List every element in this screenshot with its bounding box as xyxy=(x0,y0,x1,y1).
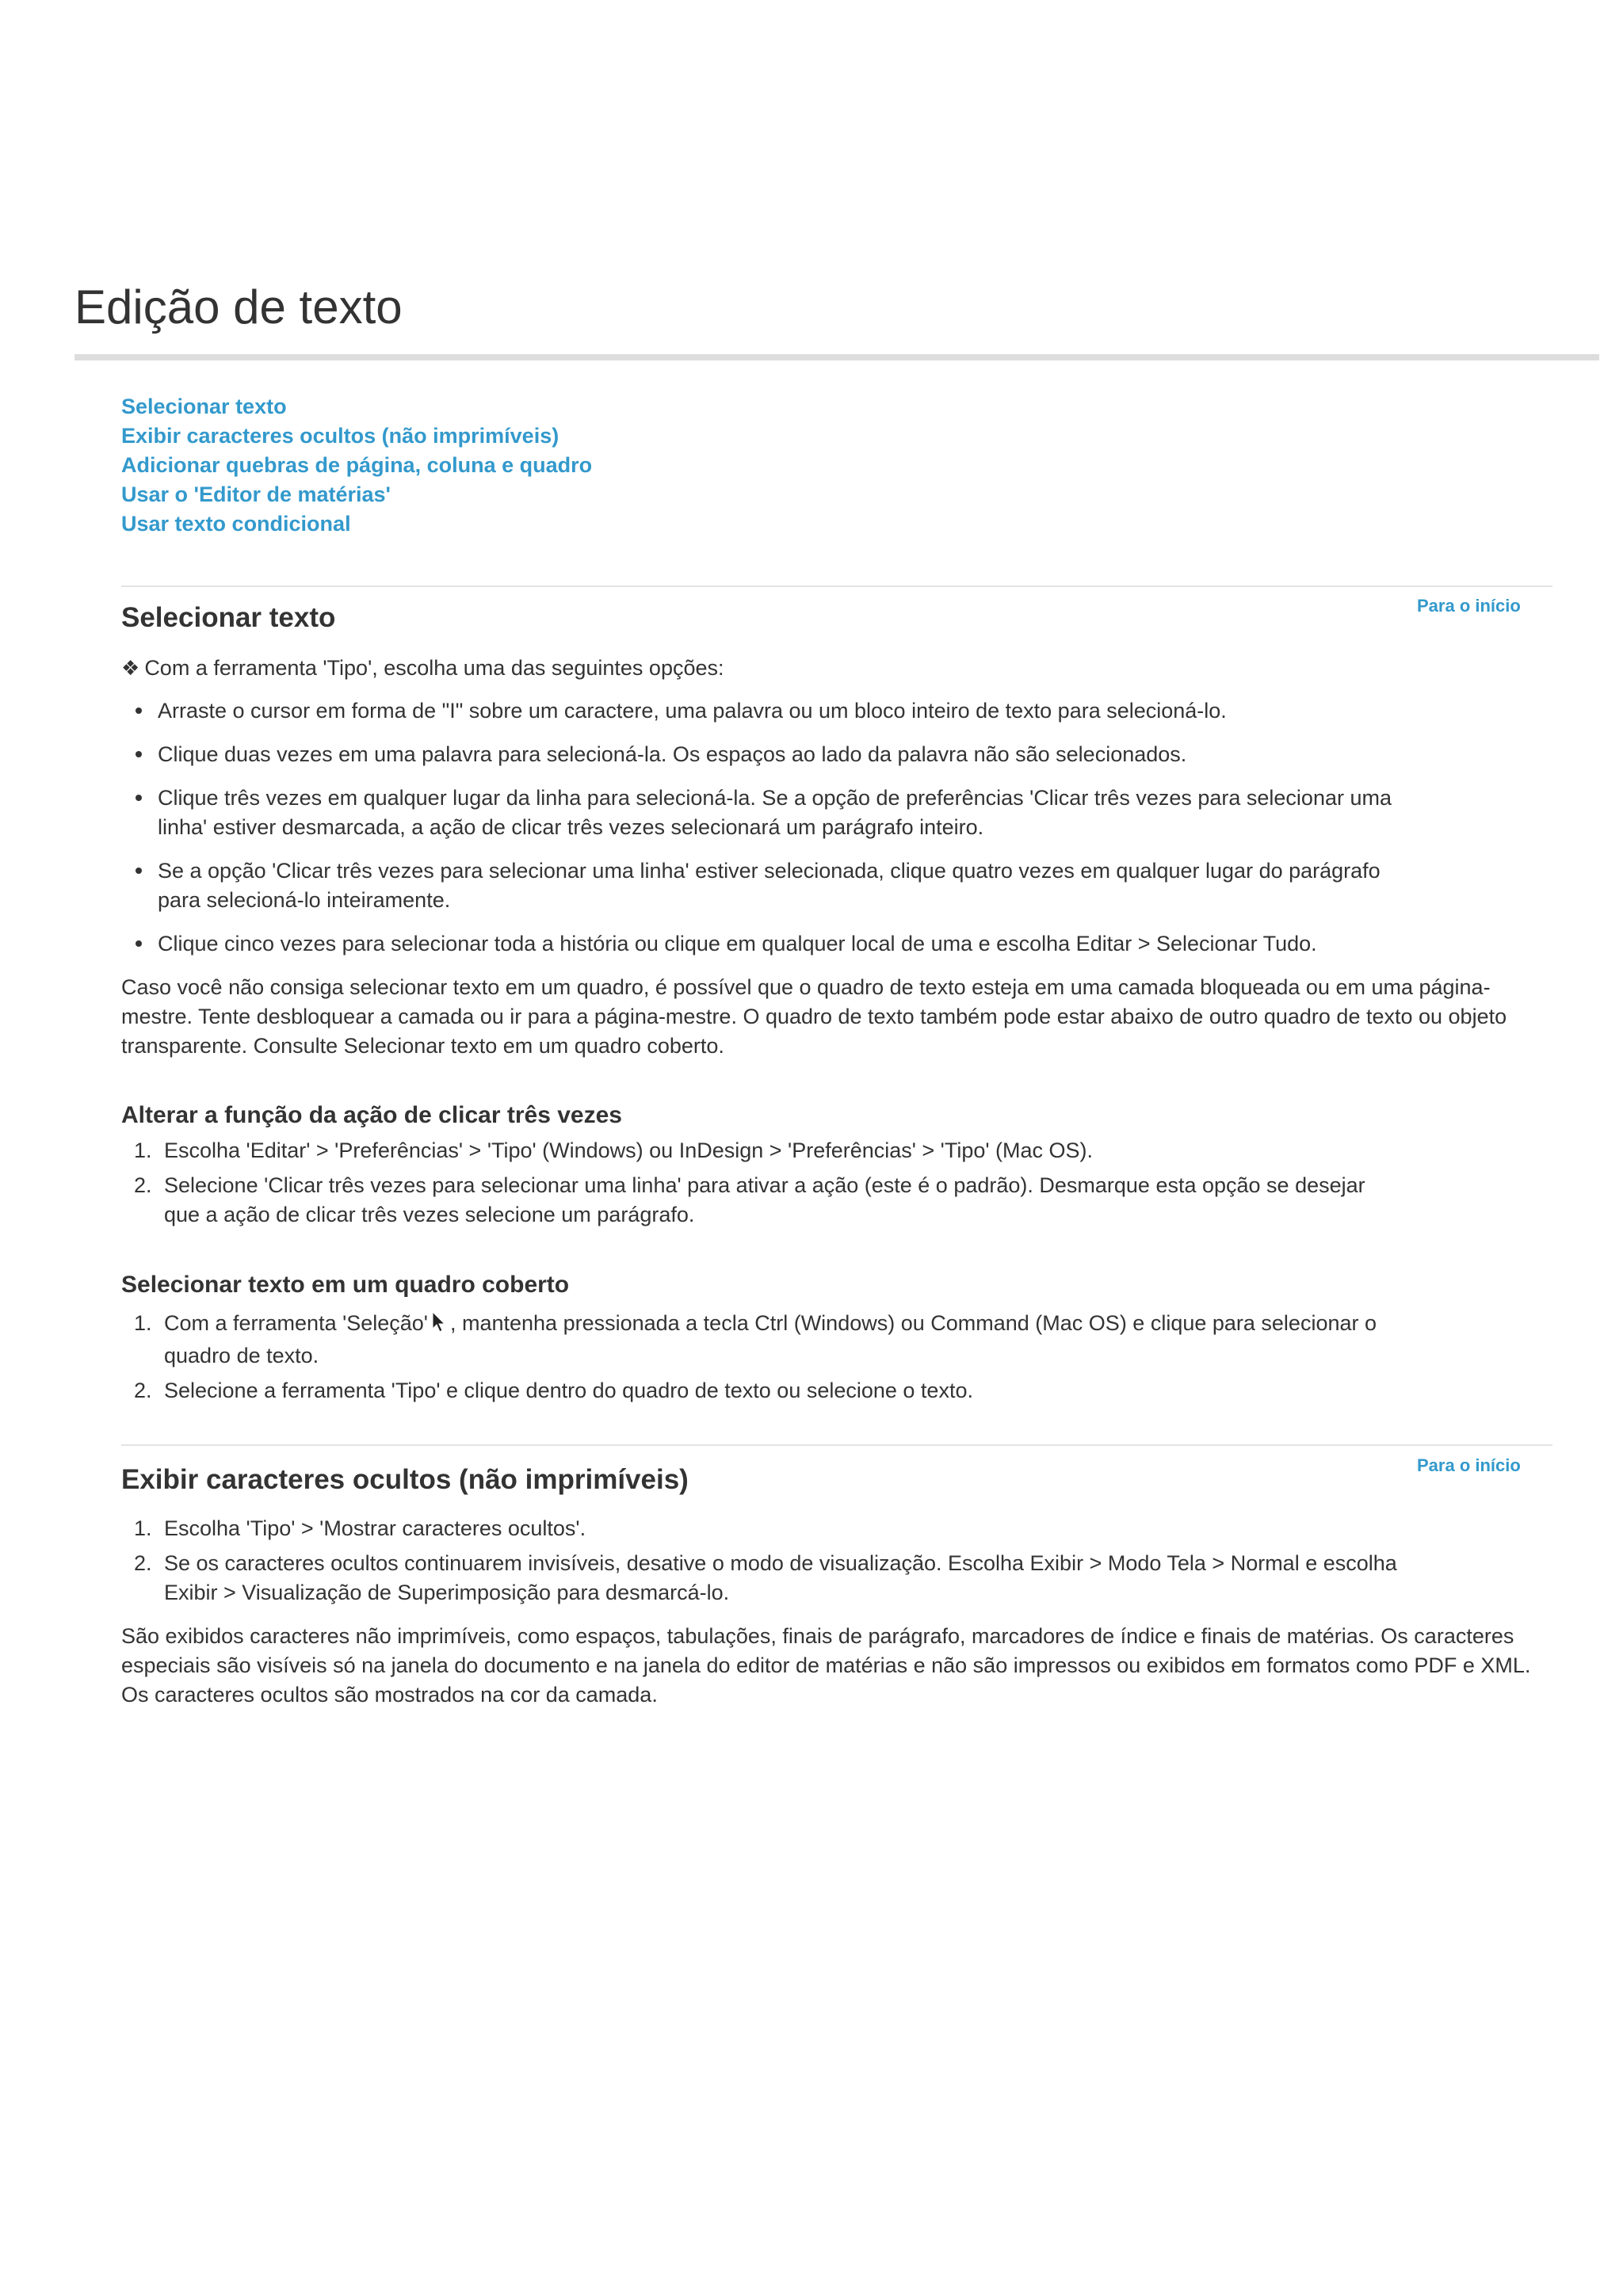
section-intro xyxy=(121,654,724,683)
subsection-heading-quadro-coberto: Selecionar texto em um quadro coberto xyxy=(121,1272,570,1298)
intro-text: Com a ferramenta 'Tipo', escolha uma das seguintes opções: xyxy=(144,656,724,680)
steps-list xyxy=(121,1309,1405,1411)
list-item-text: Clique três vezes em qualquer lugar da linha para selecioná-la. Se a opção de preferências 'Clicar três vezes para selecionar uma linha' estiver desmarcada, a ação de clicar três vezes selecionará um parágrafo inteiro. xyxy=(158,786,1392,839)
toc-item[interactable] xyxy=(121,451,592,480)
table-of-contents xyxy=(121,392,592,539)
toc-item[interactable] xyxy=(121,392,592,421)
section-divider xyxy=(121,1444,1552,1446)
list-item xyxy=(121,696,1405,726)
list-item-text: Clique cinco vezes para selecionar toda a história ou clique em qualquer local de uma e escolha Editar > Selecionar Tudo. xyxy=(158,932,1317,955)
bullet-dot-icon xyxy=(136,940,142,947)
section-heading-selecionar-texto: Selecionar texto xyxy=(121,602,336,633)
list-item-text: Arraste o cursor em forma de "I" sobre um caractere, uma palavra ou um bloco inteiro de texto para selecioná-lo. xyxy=(158,699,1227,723)
step-item xyxy=(121,1309,1405,1371)
bullet-dot-icon xyxy=(136,795,142,801)
bullet-dot-icon xyxy=(136,868,142,874)
toc-item[interactable] xyxy=(121,509,592,539)
selection-options-list xyxy=(121,696,1405,973)
section-heading-exibir-caracteres: Exibir caracteres ocultos (não imprimíveis) xyxy=(121,1464,689,1495)
steps-list xyxy=(121,1514,1405,1613)
toc-link-editor-materias[interactable]: Usar o 'Editor de matérias' xyxy=(121,482,391,506)
step-number: 2. xyxy=(134,1173,152,1197)
section-divider xyxy=(121,585,1552,587)
step-number: 2. xyxy=(134,1551,152,1575)
step-number: 2. xyxy=(134,1379,152,1402)
toc-link-quebras[interactable]: Adicionar quebras de página, coluna e quadro xyxy=(121,453,593,477)
list-item xyxy=(121,784,1405,842)
title-divider xyxy=(74,354,1599,360)
section-note: São exibidos caracteres não imprimíveis, como espaços, tabulações, finais de parágrafo, marcadores de índice e finais de matérias. Os caracteres especiais são visíveis só na janela do documento e na janela do editor de matérias e não são impressos ou exibidos em formatos como PDF e XML. Os caracteres ocultos são mostrados na cor da camada. xyxy=(121,1624,1531,1707)
list-item xyxy=(121,856,1405,915)
list-item-text: Se a opção 'Clicar três vezes para selecionar uma linha' estiver selecionada, clique quatro vezes em qualquer lugar do parágrafo para selecioná-lo inteiramente. xyxy=(158,859,1381,912)
step-item xyxy=(121,1376,1405,1405)
subsection-heading-clicar-tres-vezes: Alterar a função da ação de clicar três vezes xyxy=(121,1102,622,1128)
list-item xyxy=(121,929,1405,959)
step-number: 1. xyxy=(134,1311,152,1335)
page-title: Edição de texto xyxy=(74,280,403,334)
step-item xyxy=(121,1171,1405,1230)
back-to-top-link[interactable]: Para o início xyxy=(1417,596,1521,616)
step-text: Se os caracteres ocultos continuarem invisíveis, desative o modo de visualização. Escolha Exibir > Modo Tela > Normal e escolha Exibir > Visualização de Superimposição para desmarcá-lo. xyxy=(164,1551,1397,1604)
diamond-bullet-icon: ❖ xyxy=(121,656,140,680)
step-item xyxy=(121,1136,1405,1165)
step-text: , mantenha pressionada a tecla Ctrl (Windows) ou Command (Mac OS) e clique para selecionar o quadro de texto. xyxy=(164,1311,1377,1367)
step-item xyxy=(121,1514,1405,1543)
step-text: Com a ferramenta 'Seleção' xyxy=(164,1311,428,1335)
step-text: Selecione 'Clicar três vezes para selecionar uma linha' para ativar a ação (este é o padrão). Desmarque esta opção se desejar que a ação de clicar três vezes selecione um parágrafo. xyxy=(164,1173,1365,1226)
list-item-text: Clique duas vezes em uma palavra para selecioná-la. Os espaços ao lado da palavra não são selecionados. xyxy=(158,742,1187,766)
bullet-dot-icon xyxy=(136,707,142,714)
list-item xyxy=(121,740,1405,769)
step-text: Escolha 'Tipo' > 'Mostrar caracteres ocultos'. xyxy=(164,1516,586,1540)
step-item xyxy=(121,1549,1405,1608)
step-text: Selecione a ferramenta 'Tipo' e clique dentro do quadro de texto ou selecione o texto. xyxy=(164,1379,973,1402)
toc-item[interactable] xyxy=(121,480,592,509)
toc-item[interactable] xyxy=(121,421,592,451)
back-to-top-link[interactable]: Para o início xyxy=(1417,1455,1521,1475)
toc-link-exibir-caracteres[interactable]: Exibir caracteres ocultos (não imprimíveis) xyxy=(121,424,559,448)
selection-tool-cursor-icon xyxy=(431,1311,447,1341)
steps-list xyxy=(121,1136,1405,1235)
step-text: Escolha 'Editar' > 'Preferências' > 'Tipo' (Windows) ou InDesign > 'Preferências' > 'Tipo' (Mac OS). xyxy=(164,1138,1094,1162)
step-number: 1. xyxy=(134,1138,152,1162)
toc-link-selecionar-texto[interactable]: Selecionar texto xyxy=(121,395,287,418)
section-note: Caso você não consiga selecionar texto em um quadro, é possível que o quadro de texto esteja em uma camada bloqueada ou em uma página-mestre. Tente desbloquear a camada ou ir para a página-mestre. O quadro de texto também pode estar abaixo de outro quadro de texto ou objeto transparente. Consulte Selecionar texto em um quadro coberto. xyxy=(121,975,1507,1058)
step-number: 1. xyxy=(134,1516,152,1540)
toc-link-texto-condicional[interactable]: Usar texto condicional xyxy=(121,512,351,536)
bullet-dot-icon xyxy=(136,751,142,757)
